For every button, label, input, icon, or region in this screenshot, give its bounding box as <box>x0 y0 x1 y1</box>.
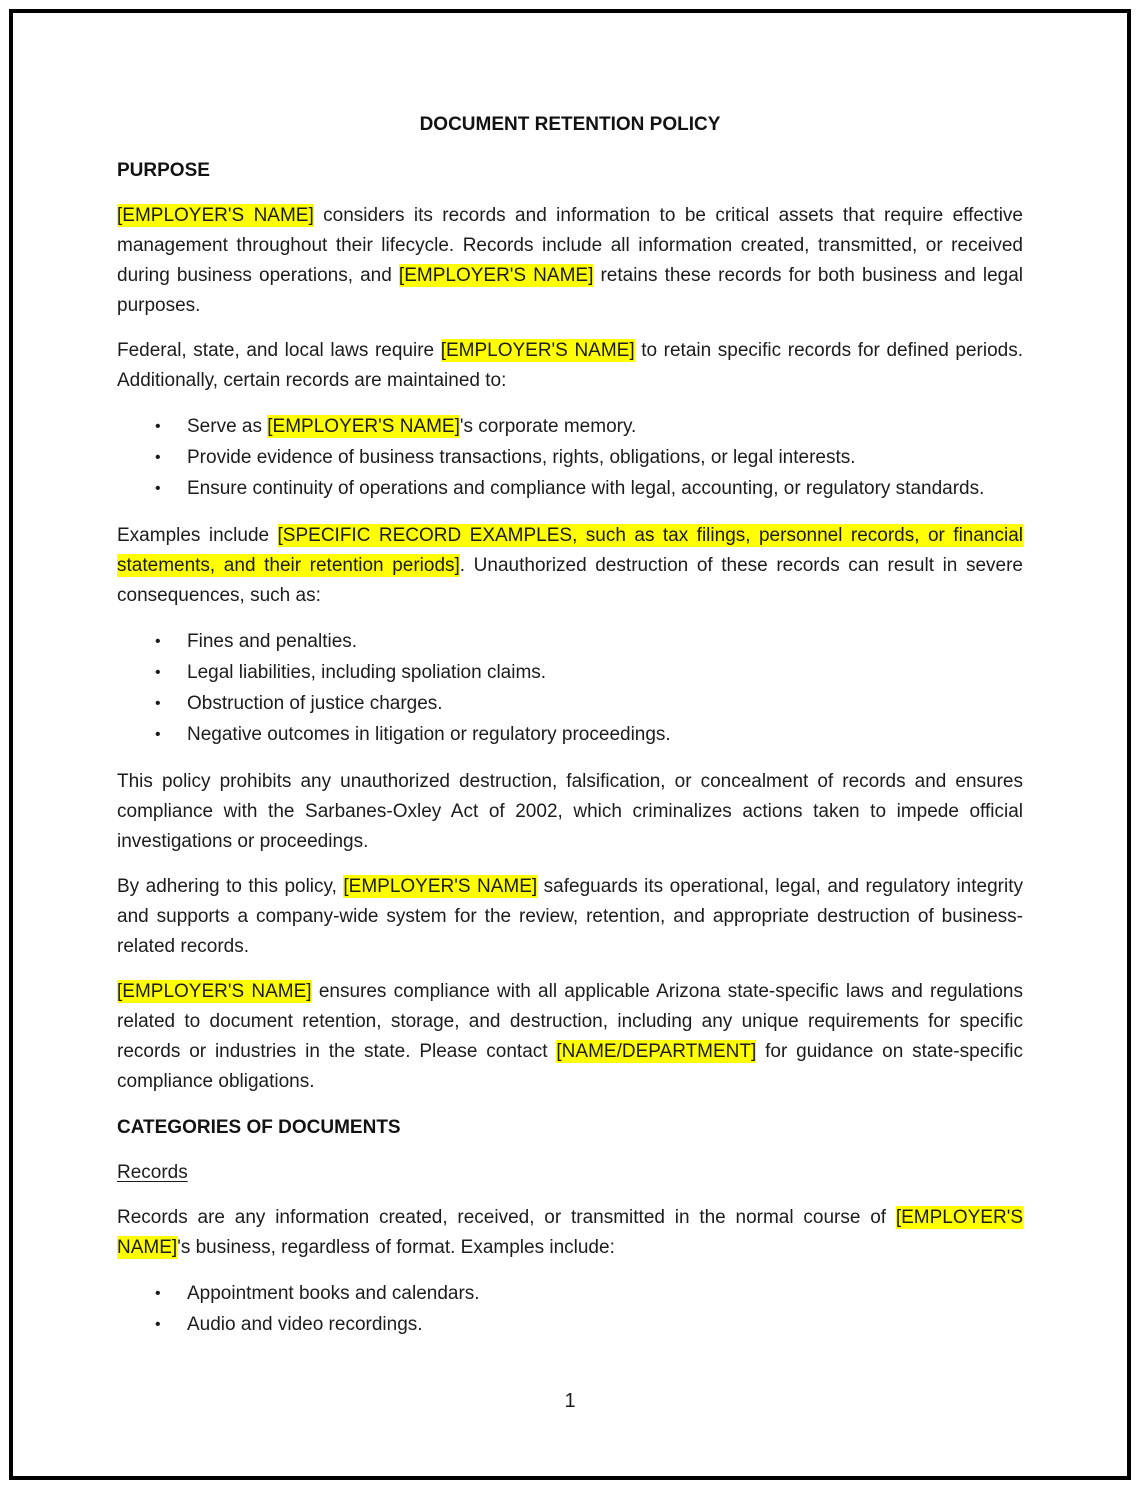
list-item <box>117 1309 1023 1340</box>
list-item-text <box>187 1309 1023 1340</box>
document-blocks <box>117 156 1023 1340</box>
placeholder-highlight: [EMPLOYER'S NAME] <box>343 876 538 897</box>
bullet-icon: • <box>155 480 161 497</box>
bullet-list <box>117 1278 1023 1340</box>
paragraph <box>117 872 1023 962</box>
text-run: . Unauthorized destruction of these records can result in severe consequences, such as: <box>117 555 1023 606</box>
paragraph <box>117 767 1023 857</box>
list-item <box>117 719 1023 750</box>
paragraph <box>117 1203 1023 1263</box>
placeholder-highlight: [EMPLOYER'S NAME] <box>117 205 314 226</box>
paragraph <box>117 201 1023 321</box>
bullet-icon: • <box>155 449 161 466</box>
bullet-list <box>117 626 1023 750</box>
text-run: to retain specific records for defined periods. Additionally, certain records are maintained to: <box>117 340 1023 391</box>
text-run: 's corporate memory. <box>459 416 637 437</box>
list-item <box>117 657 1023 688</box>
text-run: Legal liabilities, including spoliation claims. <box>187 662 547 683</box>
text-run: Negative outcomes in litigation or regulatory proceedings. <box>187 724 671 745</box>
text-run: Records are any information created, received, or transmitted in the normal course of <box>117 1207 896 1228</box>
list-item-text <box>187 657 1023 688</box>
section-heading: CATEGORIES OF DOCUMENTS <box>117 1117 401 1138</box>
bullet-icon: • <box>155 418 161 435</box>
section-heading: PURPOSE <box>117 160 210 181</box>
list-item <box>117 442 1023 473</box>
text-run: This policy prohibits any unauthorized destruction, falsification, or concealment of records and ensures compliance with the Sarbanes-Oxley Act of 2002, which criminalizes actions taken to impede official investigations or proceedings. <box>117 771 1023 852</box>
paragraph <box>117 977 1023 1097</box>
placeholder-highlight: [EMPLOYER'S NAME] <box>440 340 635 361</box>
text-run: Obstruction of justice charges. <box>187 693 443 714</box>
paragraph <box>117 336 1023 396</box>
text-run: Fines and penalties. <box>187 631 358 652</box>
bullet-icon: • <box>155 726 161 743</box>
placeholder-highlight: [EMPLOYER'S NAME] <box>117 1207 1023 1258</box>
list-item-text <box>187 688 1023 719</box>
text-run: for guidance on state-specific compliance obligations. <box>117 1041 1023 1092</box>
list-item <box>117 688 1023 719</box>
text-run: By adhering to this policy, <box>117 876 344 897</box>
placeholder-highlight: [SPECIFIC RECORD EXAMPLES, such as tax filings, personnel records, or financial statements, and their retention periods] <box>117 525 1023 576</box>
text-run: Federal, state, and local laws require <box>117 340 441 361</box>
list-item-text <box>187 1278 1023 1309</box>
list-item <box>117 411 1023 442</box>
text-run: Appointment books and calendars. <box>187 1283 480 1304</box>
text-run: safeguards its operational, legal, and regulatory integrity and supports a company-wide system for the review, retention, and appropriate destruction of business-related records. <box>117 876 1023 957</box>
list-item-text <box>187 719 1023 750</box>
list-item-text <box>187 626 1023 657</box>
placeholder-highlight: [EMPLOYER'S NAME] <box>267 416 460 437</box>
subsection-heading: Records <box>117 1162 188 1183</box>
text-run: Serve as <box>187 416 268 437</box>
text-run: Ensure continuity of operations and compliance with legal, accounting, or regulatory standards. <box>187 478 985 499</box>
text-run: Examples include <box>117 525 278 546</box>
list-item <box>117 626 1023 657</box>
placeholder-highlight: [EMPLOYER'S NAME] <box>398 265 594 286</box>
list-item-text <box>187 411 1023 442</box>
placeholder-highlight: [EMPLOYER'S NAME] <box>117 981 312 1002</box>
bullet-icon: • <box>155 695 161 712</box>
list-item-text <box>187 473 1023 504</box>
text-run: Audio and video recordings. <box>187 1314 423 1335</box>
document-body <box>117 0 1023 1357</box>
text-run: ensures compliance with all applicable Arizona state-specific laws and regulations related to document retention, storage, and destruction, including any unique requirements for specific records or industries in the state. Please contact <box>117 981 1023 1062</box>
list-item <box>117 1278 1023 1309</box>
placeholder-highlight: [NAME/DEPARTMENT] <box>556 1041 757 1062</box>
text-run: Provide evidence of business transactions, rights, obligations, or legal interests. <box>187 447 856 468</box>
list-item-text <box>187 442 1023 473</box>
paragraph <box>117 521 1023 611</box>
bullet-icon: • <box>155 1316 161 1333</box>
text-run: retains these records for both business and legal purposes. <box>117 265 1023 316</box>
bullet-icon: • <box>155 633 161 650</box>
text-run: considers its records and information to be critical assets that require effective management throughout their lifecycle. Records include all information created, transmitted, or received during business operations, and <box>117 205 1023 286</box>
list-item <box>117 473 1023 504</box>
page-number: 1 <box>564 1390 576 1412</box>
bullet-icon: • <box>155 1285 161 1302</box>
text-run: 's business, regardless of format. Examples include: <box>177 1237 615 1258</box>
bullet-list <box>117 411 1023 504</box>
document-title: DOCUMENT RETENTION POLICY <box>419 114 721 135</box>
bullet-icon: • <box>155 664 161 681</box>
